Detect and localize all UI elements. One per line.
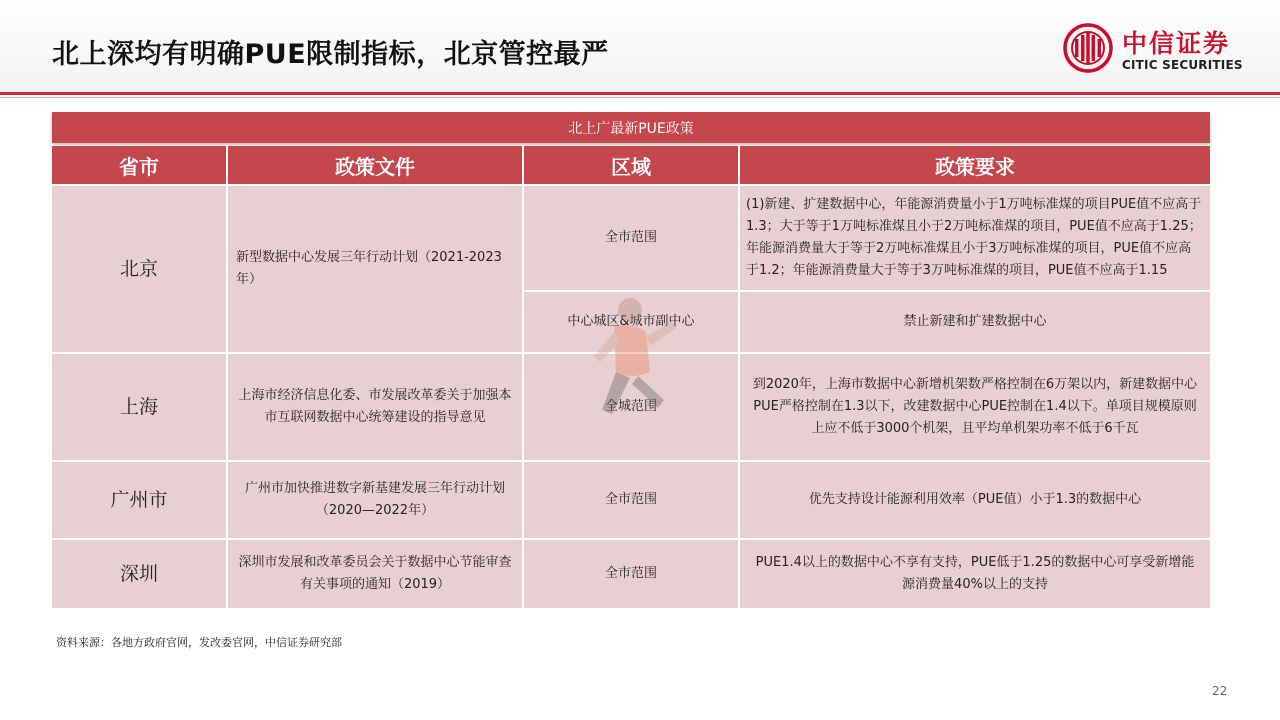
citic-logo bbox=[1062, 22, 1242, 78]
header-divider bbox=[0, 92, 1280, 95]
page-number: 22 bbox=[1212, 684, 1228, 698]
header-province: 省市 bbox=[52, 146, 226, 184]
table-row bbox=[52, 186, 1210, 290]
logo-en-name: CITIC SECURITIES bbox=[1122, 58, 1243, 72]
header-document: 政策文件 bbox=[228, 146, 522, 184]
table-row bbox=[52, 354, 1210, 460]
cell-province: 北京 bbox=[52, 186, 226, 352]
cell-document: 新型数据中心发展三年行动计划（2021-2023年） bbox=[228, 186, 522, 352]
cell-requirement: 到2020年，上海市数据中心新增机架数严格控制在6万架以内，新建数据中心PUE严格控制在1.3以下，改建数据中心PUE控制在1.4以下。单项目规模原则上应不低于3000个机架，且平均单机架功率不低于6千瓦 bbox=[740, 354, 1210, 460]
table-header-row bbox=[52, 146, 1210, 184]
policy-table-container bbox=[52, 112, 1210, 610]
table-row bbox=[52, 540, 1210, 608]
cell-area: 中心城区&城市副中心 bbox=[524, 292, 738, 352]
cell-requirement: (1)新建、扩建数据中心，年能源消费量小于1万吨标准煤的项目PUE值不应高于1.3；大于等于1万吨标准煤且小于2万吨标准煤的项目，PUE值不应高于1.25；年能源消费量大于等于2万吨标准煤且小于3万吨标准煤的项目，PUE值不应高于1.2；年能源消费量大于等于3万吨标准煤的项目，PUE值不应高于1.15 bbox=[740, 186, 1210, 290]
cell-area: 全市范围 bbox=[524, 186, 738, 290]
header-requirement: 政策要求 bbox=[740, 146, 1210, 184]
table-caption: 北上广最新PUE政策 bbox=[52, 112, 1210, 143]
cell-area: 全城范围 bbox=[524, 354, 738, 460]
cell-document: 广州市加快推进数字新基建发展三年行动计划（2020—2022年） bbox=[228, 462, 522, 538]
source-note: 资料来源：各地方政府官网，发改委官网，中信证券研究部 bbox=[56, 636, 342, 649]
logo-cn-name: 中信证券 bbox=[1122, 29, 1231, 58]
cell-area: 全市范围 bbox=[524, 462, 738, 538]
slide-title: 北上深均有明确PUE限制指标，北京管控最严 bbox=[52, 39, 609, 70]
cell-requirement: 禁止新建和扩建数据中心 bbox=[740, 292, 1210, 352]
citic-logo-icon bbox=[1062, 22, 1114, 74]
cell-requirement: PUE1.4以上的数据中心不享有支持，PUE低于1.25的数据中心可享受新增能源消费量40%以上的支持 bbox=[740, 540, 1210, 608]
cell-province: 上海 bbox=[52, 354, 226, 460]
header-divider-thin bbox=[0, 97, 1280, 98]
header-area: 区域 bbox=[524, 146, 738, 184]
cell-document: 深圳市发展和改革委员会关于数据中心节能审查有关事项的通知（2019） bbox=[228, 540, 522, 608]
cell-province: 广州市 bbox=[52, 462, 226, 538]
policy-table bbox=[50, 144, 1212, 610]
cell-document: 上海市经济信息化委、市发展改革委关于加强本市互联网数据中心统筹建设的指导意见 bbox=[228, 354, 522, 460]
cell-requirement: 优先支持设计能源利用效率（PUE值）小于1.3的数据中心 bbox=[740, 462, 1210, 538]
cell-province: 深圳 bbox=[52, 540, 226, 608]
cell-area: 全市范围 bbox=[524, 540, 738, 608]
table-row bbox=[52, 462, 1210, 538]
